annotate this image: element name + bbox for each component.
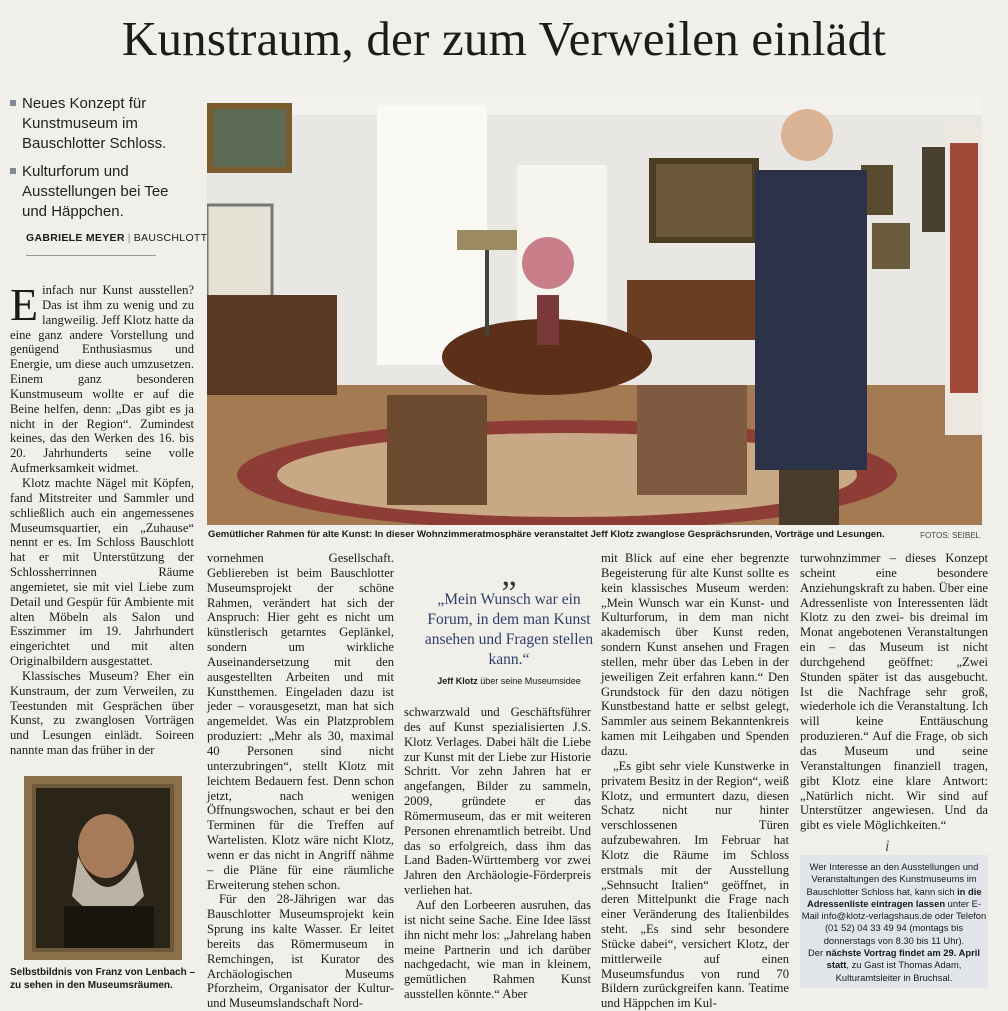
- quote-mark: „: [501, 556, 517, 593]
- portrait-caption: Selbstbildnis von Franz von Lenbach – zu sehen in den Museumsräumen.: [10, 967, 196, 991]
- paragraph: Klotz machte Nägel mit Köpfen, fand Mitstreiter und Sammler und schließlich auch ein angemessenes Museumsquartier, ein „Zuhause“ nennt er es. Im Schloss Bauschlott hat er mit Unterstützung der Schlossherrinnen Räume angemietet, sie mit viel Liebe zum Detail und Gespür für Ambiente mit alten Möbeln als Salon und Esszimmer im 19. Jahrhundert eingerichtet und mit alten Originalbildern ausgestattet.: [10, 475, 194, 669]
- quote-source: Jeff Klotz über seine Museumsidee: [437, 676, 581, 686]
- headline: Kunstraum, der zum Verweilen einlädt: [121, 11, 887, 66]
- paragraph: schwarzwald und Geschäftsführer des auf Kunst spezialisierten J.S. Klotz Verlages. Dabei hält die Liebe zur Kunst mit der Liebe zur Historie Schritt. Vor zehn Jahren hat er angefangen, Bilder zu sammeln, 2009, gründete er das Römermuseum, das er mit weiteren Personen ehrenamtlich betreibt. Und das so erfolgreich, dass ihm das Land Baden-Württemberg vor zwei Jahren den Archäologie-Förderpreis verliehen hat.: [404, 705, 591, 898]
- article-column-4: [601, 551, 789, 1011]
- paragraph: Auf den Lorbeeren ausruhen, das ist nicht seine Sache. Eine Idee lässt ihn nicht mehr los: „Jahrelang haben meine Partnerin und ich darüber nachgedacht, wie man in kleinem, gemütlichen Rahmen Kunst ausstellen könnte.“ Aber: [404, 897, 591, 1002]
- photo-credit: FOTOS: SEIBEL: [920, 531, 980, 540]
- paragraph: „Es gibt sehr viele Kunstwerke in privatem Besitz in der Region“, weiß Klotz, und ermuntert dazu, diesen Schatz nicht nur hinter verschlossenen Türen aufzubewahren. Im Februar hat Klotz die Räume im Schloss erstmals mit der Ausstellung „Sehnsucht Italien“ geöffnet, in deren Mittelpunkt die Frage nach einer Veränderung des Italienbildes steht. „Es sind sehr besondere Stücke dabei“, versichert Klotz, der mittlerweile auf einen Museumsfundus von rund 70 Bildern zurückgreifen kann. Teatime und Häppchen im Kul-: [601, 758, 789, 1011]
- byline-rule: [26, 255, 156, 256]
- paragraph: turwohnzimmer – dieses Konzept scheint eine besondere Anziehungskraft zu haben. Über eine Adressenliste von Interessenten lädt Klotz zu den zwei- bis dreimal im Monat angebotenen Veranstaltungen ein – das Museum ist nicht durchgehend geöffnet: „Zwei Stunden später ist das ausgebucht. Ist die Nachfrage sehr groß, wiederhole ich die Veranstaltung. Ich will keine Enttäuschung produzieren.“ Auf die Frage, ob sich das Museum und seine Veranstaltungen finanziell tragen, gibt Klotz eine klare Antwort: „Natürlich nicht. Wir sind auf Unterstützer angewiesen. Und da gibt es viele Möglichkeiten.“: [800, 551, 988, 833]
- paragraph: Einfach nur Kunst ausstellen? Das ist ihm zu wenig und zu langweilig. Jeff Klotz hatte da eine ganz andere Vorstellung und genügend Enthusiasmus und Energie, um diese auch umzusetzen. Einem ganz besonderen Kunstmuseum wollte er auf die Beine helfen, denn: „Das gibt es ja nicht in der Region“. Zumindest keines, das den Werken des 16. bis 20. Jahrhunderts seine volle Aufmerksamkeit widmet.: [10, 279, 195, 476]
- drop-cap: E: [10, 279, 39, 330]
- article-column-2: [207, 551, 394, 1011]
- teaser-bullet: Kulturforum und Ausstellungen bei Tee und Häppchen.: [10, 162, 192, 222]
- byline: [26, 232, 207, 244]
- living-room-photo-illustration: [207, 95, 982, 525]
- paragraph: Klassisches Museum? Eher ein Kunstraum, der zum Verweilen, zu Teestunden mit Gesprächen über Kunst, zu zwanglosen Vorträgen und Lesungen einlädt. Soireen nannte man das früher in der: [10, 668, 194, 758]
- article-column-1: [10, 279, 195, 758]
- quote-text: „Mein Wunsch war ein Forum, in dem man Kunst ansehen und Fragen stellen kann.“: [424, 591, 594, 668]
- article-column-5: [800, 551, 988, 833]
- article-column-3: [404, 705, 591, 1002]
- paragraph: mit Blick auf eine eher begrenzte Begeisterung für alte Kunst sollte es kein klassisches Museum werden: „Mein Wunsch war ein Kunst- und Kulturforum, in dem man nicht akademisch über Kunst reden, sondern Kunst ansehen und Fragen stellen, mehr über das Leben in der jeweiligen Zeit erfahren kann.“ Den Grundstock für den dazu nötigen Kunstbestand hatte er selbst gelegt, Sammler aus seinem Bekanntenkreis kamen mit Leihgaben und Spenden dazu.: [601, 551, 789, 758]
- author-location: BAUSCHLOTT: [133, 232, 208, 244]
- teaser-bullets: [10, 94, 192, 230]
- interior-photo: [207, 95, 982, 525]
- paragraph: Für den 28-Jährigen war das Bauschlotter Museumsprojekt kein Sprung ins kalte Wasser. Er leitet bereits das Römermuseum in Remchingen, ist Kurator des Archäologischen Museums Pforzheim, Organisator der Kultur- und Museumslandschaft Nord-: [207, 892, 394, 1011]
- pull-quote: [420, 556, 598, 686]
- author-name: GABRIELE MEYER: [26, 232, 125, 244]
- info-icon: i: [885, 838, 890, 855]
- info-box: i Wer Interesse an den Ausstellungen und Veranstaltungen des Kunstmuseums im Bauschlotter Schloss hat, kann sich in die Adressenliste eintragen lassen unter E-Mail info@klotz-verlagshaus.de oder Telefon (01 52) 04 33 49 94 (montags bis donnerstags von 8.30 bis 11 Uhr). Der nächste Vortrag findet am 29. April statt, zu Gast ist Thomas Adam, Kulturamtsleiter in Bruchsal.: [800, 855, 988, 988]
- paragraph: vornehmen Gesellschaft. Gebliereben ist beim Bauschlotter Museumsprojekt der schöne Rahmen, verändert hat sich der Anspruch: Hier geht es nicht um künstlerisch getarntes Geplänkel, sondern um wirkliche Auseinandersetzung mit den ausgestellten Arbeiten und mit Kunstthemen. Eingeladen dazu ist jeder – vorausgesetzt, man hat sich angemeldet. Was ein Platzproblem produziert: „Mehr als 30, maximal 40 Personen sind nicht unterzubringen“, stellt Klotz mit leichtem Bedauern fest. Denn schon jetzt, nach wenigen Öffnungswochen, schaut er bei den Terminen für die Treffen auf Wartelisten. Klotz wäre nicht Klotz, wenn er das nicht in Angriff nähme – die Pläne für eine räumliche Erweiterung stehen schon.: [207, 551, 394, 892]
- lenbach-portrait: [24, 776, 182, 960]
- portrait-illustration: [24, 776, 182, 960]
- teaser-bullet: Neues Konzept für Kunstmuseum im Bauschlotter Schloss.: [10, 94, 192, 154]
- photo-caption: Gemütlicher Rahmen für alte Kunst: In dieser Wohnzimmeratmosphäre veranstaltet Jeff Klotz zwanglose Gesprächsrunden, Vorträge und Lesungen.: [208, 529, 885, 540]
- byline-separator: |: [127, 232, 131, 244]
